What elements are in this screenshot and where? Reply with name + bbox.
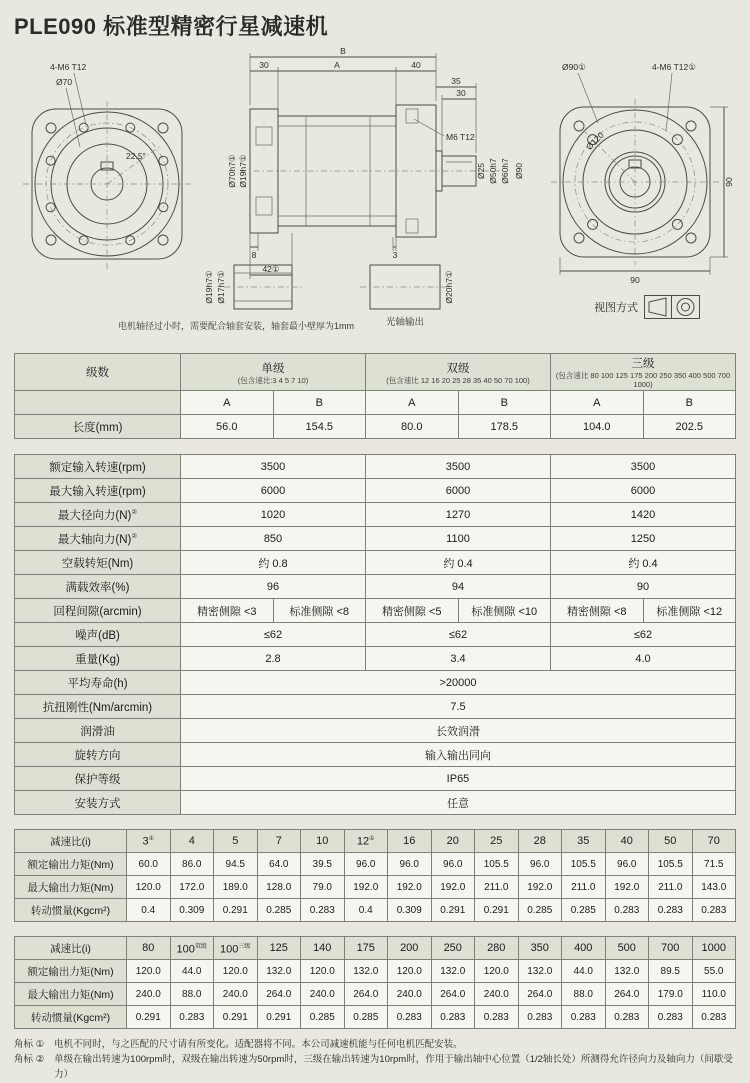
torque-value-cell: 0.4 [344,899,388,922]
torque-value-cell: 120.0 [388,960,432,983]
torque-value-cell: 264.0 [518,983,562,1006]
torque-value-cell: 96.0 [605,853,649,876]
torque-value-cell: 120.0 [127,960,171,983]
spec-value-cell: ≤62 [181,623,366,647]
torque-value-cell: 105.5 [562,853,606,876]
spec-value-cell: 标准侧隙 <12 [643,599,736,623]
torque-value-cell: 0.283 [692,899,736,922]
spec-value-cell: 6000 [366,479,551,503]
stage-group-double [366,354,551,391]
torque-value-cell: 240.0 [127,983,171,1006]
ratio-value-header: 80 [127,937,171,960]
spec-row-label: 最大输入转速(rpm) [15,479,181,503]
torque-value-cell: 0.285 [344,1006,388,1029]
bushing-dia-17-label: Ø17h7① [216,270,226,304]
spec-value-cell: 输入输出同向 [181,743,736,767]
spec-row-label: 旋转方向 [15,743,181,767]
spec-row-label: 安装方式 [15,791,181,815]
torque-value-cell: 120.0 [214,960,258,983]
torque-value-cell: 132.0 [605,960,649,983]
torque-value-cell: 88.0 [562,983,606,1006]
spec-value-cell: 1420 [551,503,736,527]
col-header-A: A [181,391,274,415]
section-dim-30-left: 30 [259,60,269,70]
spec-value-cell: 约 0.4 [366,551,551,575]
section-dim-B: B [340,46,346,56]
torque-value-cell: 240.0 [388,983,432,1006]
ratio-table-2-body [15,937,736,1029]
torque-value-cell: 0.283 [649,899,693,922]
footnote-1-tag: 角标 ① [14,1039,45,1050]
section-dia-25-label: Ø25 [476,162,486,180]
torque-value-cell: 0.283 [431,1006,475,1029]
ratio-value-header: 175 [344,937,388,960]
ratio-value-header: 200 [388,937,432,960]
torque-value-cell: 0.283 [388,1006,432,1029]
section-dia-50h7-label: Ø50h7 [488,158,498,184]
view-mode [594,295,700,319]
section-dia-70h7-label: Ø70h7① [227,154,237,188]
ratio-row-label: 额定输出力矩(Nm) [15,853,127,876]
back-dim-width: 90 [630,275,640,285]
spec-table-spacer [15,439,736,455]
torque-value-cell: 96.0 [431,853,475,876]
section-dim-8: 8 [251,250,257,260]
ratio-value-header: 350 [518,937,562,960]
spec-row-label: 长度(mm) [15,415,181,439]
footnote-2 [14,1052,736,1082]
torque-value-cell: 0.283 [170,1006,214,1029]
spec-value-cell: 178.5 [458,415,551,439]
torque-value-cell: 143.0 [692,876,736,899]
plain-shaft-dia-label: Ø20h7① [444,270,454,304]
torque-value-cell: 192.0 [388,876,432,899]
stage-group-single [181,354,366,391]
ratio-value-header: 280 [475,937,519,960]
front-dia70-label: Ø70 [56,77,73,87]
section-dim-40: 40 [411,60,421,70]
back-dia90-label: Ø90① [562,62,586,72]
ratio-value-header: 20 [431,830,475,853]
spec-value-cell: 4.0 [551,647,736,671]
torque-value-cell: 192.0 [344,876,388,899]
torque-value-cell: 0.283 [518,1006,562,1029]
torque-value-cell: 0.291 [431,899,475,922]
spec-value-cell: IP65 [181,767,736,791]
ratio-value-header: 250 [431,937,475,960]
torque-value-cell: 88.0 [170,983,214,1006]
footnote-2-text: 单级在输出转速为100rpm时，双级在输出转速为50rpm时，三级在输出转速为10rpm时，作用于输出轴中心位置（1/2轴长处）所测得允许径向力及轴向力（间歇受力） [54,1054,733,1081]
spec-row-label: 最大轴向力(N)② [15,527,181,551]
col-header-A: A [366,391,459,415]
spec-value-cell: 1100 [366,527,551,551]
spec-value-cell: 长效润滑 [181,719,736,743]
spec-value-cell: 104.0 [551,415,644,439]
spec-row-label: 抗扭刚性(Nm/arcmin) [15,695,181,719]
torque-value-cell: 105.5 [649,853,693,876]
footnote-1-text: 电机不同时，与之匹配的尺寸请有所变化。适配器将不同。本公司减速机能与任何电机匹配安装。 [54,1039,463,1050]
torque-value-cell: 211.0 [649,876,693,899]
spec-value-cell: 90 [551,575,736,599]
torque-value-cell: 172.0 [170,876,214,899]
spec-value-cell: 约 0.8 [181,551,366,575]
stage-group-single-name: 单级 [261,362,285,375]
torque-value-cell: 0.285 [257,899,301,922]
spec-row-label: 最大径向力(N)② [15,503,181,527]
torque-value-cell: 0.285 [301,1006,345,1029]
torque-value-cell: 71.5 [692,853,736,876]
torque-value-cell: 264.0 [344,983,388,1006]
torque-value-cell: 0.283 [562,1006,606,1029]
torque-value-cell: 0.309 [388,899,432,922]
torque-value-cell: 0.283 [649,1006,693,1029]
torque-value-cell: 55.0 [692,960,736,983]
ratio-row-label: 减速比(i) [15,937,127,960]
spec-row-label: 平均寿命(h) [15,671,181,695]
torque-value-cell: 0.283 [301,899,345,922]
section-dim-A: A [334,60,340,70]
ratio-value-header: 140 [301,937,345,960]
spec-row-label: 重量(Kg) [15,647,181,671]
ratio-value-header: 25 [475,830,519,853]
torque-value-cell: 264.0 [431,983,475,1006]
torque-value-cell: 192.0 [605,876,649,899]
view-mode-label: 视图方式 [594,302,638,314]
torque-value-cell: 0.291 [257,1006,301,1029]
ratio-value-header: 40 [605,830,649,853]
spec-corner-empty [15,391,181,415]
section-dim-30-shaft: 30 [456,88,466,98]
spec-value-cell: 3.4 [366,647,551,671]
spec-value-cell: 56.0 [181,415,274,439]
footnote-1 [14,1037,736,1052]
spec-value-cell: 精密侧隙 <3 [181,599,274,623]
section-dia-90-label: Ø90 [514,162,524,180]
col-header-B: B [273,391,366,415]
torque-value-cell: 79.0 [301,876,345,899]
ratio-row-label: 额定输出力矩(Nm) [15,960,127,983]
section-dim-3: 3 [392,250,398,260]
torque-value-cell: 96.0 [518,853,562,876]
ratio-value-header: 16 [388,830,432,853]
spec-row-label: 回程间隙(arcmin) [15,599,181,623]
spec-value-cell: >20000 [181,671,736,695]
stage-group-triple-name: 三级 [631,358,655,370]
torque-value-cell: 211.0 [475,876,519,899]
torque-value-cell: 0.283 [692,1006,736,1029]
stage-group-triple-ratios: (包含速比 80 100 125 175 200 250 350 400 500 700 1000) [555,371,731,389]
torque-value-cell: 0.283 [475,1006,519,1029]
torque-value-cell: 132.0 [518,960,562,983]
torque-value-cell: 120.0 [301,960,345,983]
torque-value-cell: 189.0 [214,876,258,899]
ratio-value-header: 12① [344,830,388,853]
torque-value-cell: 44.0 [562,960,606,983]
torque-value-cell: 240.0 [214,983,258,1006]
ratio-value-header: 400 [562,937,606,960]
spec-value-cell: 2.8 [181,647,366,671]
spec-value-cell: 标准侧隙 <10 [458,599,551,623]
ratio-value-header: 4 [170,830,214,853]
torque-value-cell: 110.0 [692,983,736,1006]
torque-value-cell: 0.4 [127,899,171,922]
col-header-A: A [551,391,644,415]
torque-value-cell: 120.0 [127,876,171,899]
ratio-value-header: 50 [649,830,693,853]
ratio-table-2 [14,936,736,1029]
ratio-row-label: 最大输出力矩(Nm) [15,876,127,899]
ratio-value-header: 5 [214,830,258,853]
torque-value-cell: 240.0 [475,983,519,1006]
back-view-drawing [546,59,736,299]
torque-value-cell: 132.0 [431,960,475,983]
ratio-value-header: $100^{双级}$ [170,937,214,960]
bushing-dia-19-label: Ø19h7① [204,270,214,304]
torque-value-cell: 96.0 [388,853,432,876]
spec-value-cell: 96 [181,575,366,599]
stage-group-triple [551,354,736,391]
ratio-row-label: 转动惯量(Kgcm²) [15,899,127,922]
ratio-table-1 [14,829,736,922]
spec-value-cell: 7.5 [181,695,736,719]
torque-value-cell: 0.291 [214,1006,258,1029]
spec-row-label: 保护等级 [15,767,181,791]
torque-value-cell: 0.291 [214,899,258,922]
ratio-value-header: 70 [692,830,736,853]
ratio-value-header: 700 [649,937,693,960]
torque-value-cell: 86.0 [170,853,214,876]
spec-value-cell: 1250 [551,527,736,551]
torque-value-cell: 120.0 [475,960,519,983]
section-dim-35: 35 [451,76,461,86]
spec-value-cell: 约 0.4 [551,551,736,575]
spec-value-cell: 精密侧隙 <5 [366,599,459,623]
technical-drawings [14,43,736,345]
section-dim-42: 42① [262,264,280,274]
spec-corner-label: 级数 [15,354,181,391]
ratio-row-label: 最大输出力矩(Nm) [15,983,127,1006]
torque-value-cell: 264.0 [605,983,649,1006]
torque-value-cell: 39.5 [301,853,345,876]
col-header-B: B [643,391,736,415]
torque-value-cell: 64.0 [257,853,301,876]
torque-value-cell: 132.0 [344,960,388,983]
ratio-value-header: 10 [301,830,345,853]
spec-table-body [15,415,736,815]
spec-value-cell: 1270 [366,503,551,527]
footnote-2-tag: 角标 ② [14,1054,45,1066]
ratio-value-header: 125 [257,937,301,960]
ratio-value-header: 3① [127,830,171,853]
torque-value-cell: 89.5 [649,960,693,983]
spec-value-cell: ≤62 [366,623,551,647]
torque-value-cell: 128.0 [257,876,301,899]
torque-value-cell: 179.0 [649,983,693,1006]
ratio-table-1-body [15,830,736,922]
torque-value-cell: 0.291 [127,1006,171,1029]
torque-value-cell: 0.285 [562,899,606,922]
spec-value-cell: 80.0 [366,415,459,439]
torque-value-cell: 132.0 [257,960,301,983]
spec-value-cell: 850 [181,527,366,551]
stage-group-single-ratios: (包含速比:3 4 5 7 10) [237,375,309,385]
spec-value-cell: 3500 [366,455,551,479]
spec-value-cell: 6000 [181,479,366,503]
torque-value-cell: 0.285 [518,899,562,922]
spec-value-cell: 3500 [551,455,736,479]
page-title: PLE090 标准型精密行星减速机 [14,14,329,39]
back-bolt-dim-label: 4-M6 T12① [652,62,696,72]
plain-shaft-caption: 光轴输出 [385,317,425,328]
torque-value-cell: 105.5 [475,853,519,876]
front-angle-label: 22.5° [126,151,146,161]
ratio-value-header: 500 [605,937,649,960]
torque-value-cell: 192.0 [518,876,562,899]
spec-value-cell: 精密侧隙 <8 [551,599,644,623]
torque-value-cell: 96.0 [344,853,388,876]
spec-value-cell: 3500 [181,455,366,479]
spec-value-cell: 1020 [181,503,366,527]
motor-shaft-note: 电机轴径过小时，需要配合轴套安装，轴套最小壁厚为1mm [118,321,355,331]
spec-row-label: 润滑油 [15,719,181,743]
torque-value-cell: 192.0 [431,876,475,899]
spec-row-label: 额定输入转速(rpm) [15,455,181,479]
ratio-value-header: 1000 [692,937,736,960]
spec-row-label: 噪声(dB) [15,623,181,647]
torque-value-cell: 60.0 [127,853,171,876]
back-dim-height: 90 [724,177,734,187]
front-view-drawing [16,59,198,299]
spec-value-cell: ≤62 [551,623,736,647]
ratio-row-label: 减速比(i) [15,830,127,853]
ratio-row-label: 转动惯量(Kgcm²) [15,1006,127,1029]
ratio-value-header: 28 [518,830,562,853]
ratio-value-header: 7 [257,830,301,853]
spec-value-cell: 94 [366,575,551,599]
torque-value-cell: 0.283 [605,1006,649,1029]
stage-group-double-name: 双级 [446,362,470,375]
section-tap-label: M6 T12 [446,132,475,142]
torque-value-cell: 0.283 [605,899,649,922]
section-dia-19h7-label: Ø19h7① [238,154,248,188]
spec-row-label: 满载效率(%) [15,575,181,599]
projection-symbol-icon [644,295,700,319]
spec-value-cell: 6000 [551,479,736,503]
col-header-B: B [458,391,551,415]
stage-group-double-ratios: (包含速比 12 16 20 25 28 35 40 50 70 100) [386,375,530,385]
torque-value-cell: 264.0 [257,983,301,1006]
footnotes [14,1037,736,1083]
spec-value-cell: 154.5 [273,415,366,439]
spec-value-cell: 202.5 [643,415,736,439]
torque-value-cell: 0.309 [170,899,214,922]
torque-value-cell: 0.291 [475,899,519,922]
back-dia120-label: Ø120 [583,129,606,152]
ratio-value-header: 35 [562,830,606,853]
torque-value-cell: 211.0 [562,876,606,899]
ratio-value-header: $100^{三级}$ [214,937,258,960]
front-bolt-dim-label: 4-M6 T12 [50,62,87,72]
spec-row-label: 空载转矩(Nm) [15,551,181,575]
spec-value-cell: 任意 [181,791,736,815]
torque-value-cell: 44.0 [170,960,214,983]
torque-value-cell: 240.0 [301,983,345,1006]
spec-value-cell: 标准侧隙 <8 [273,599,366,623]
torque-value-cell: 94.5 [214,853,258,876]
section-dia-60h7-label: Ø60h7 [500,158,510,184]
spec-table [14,353,736,815]
